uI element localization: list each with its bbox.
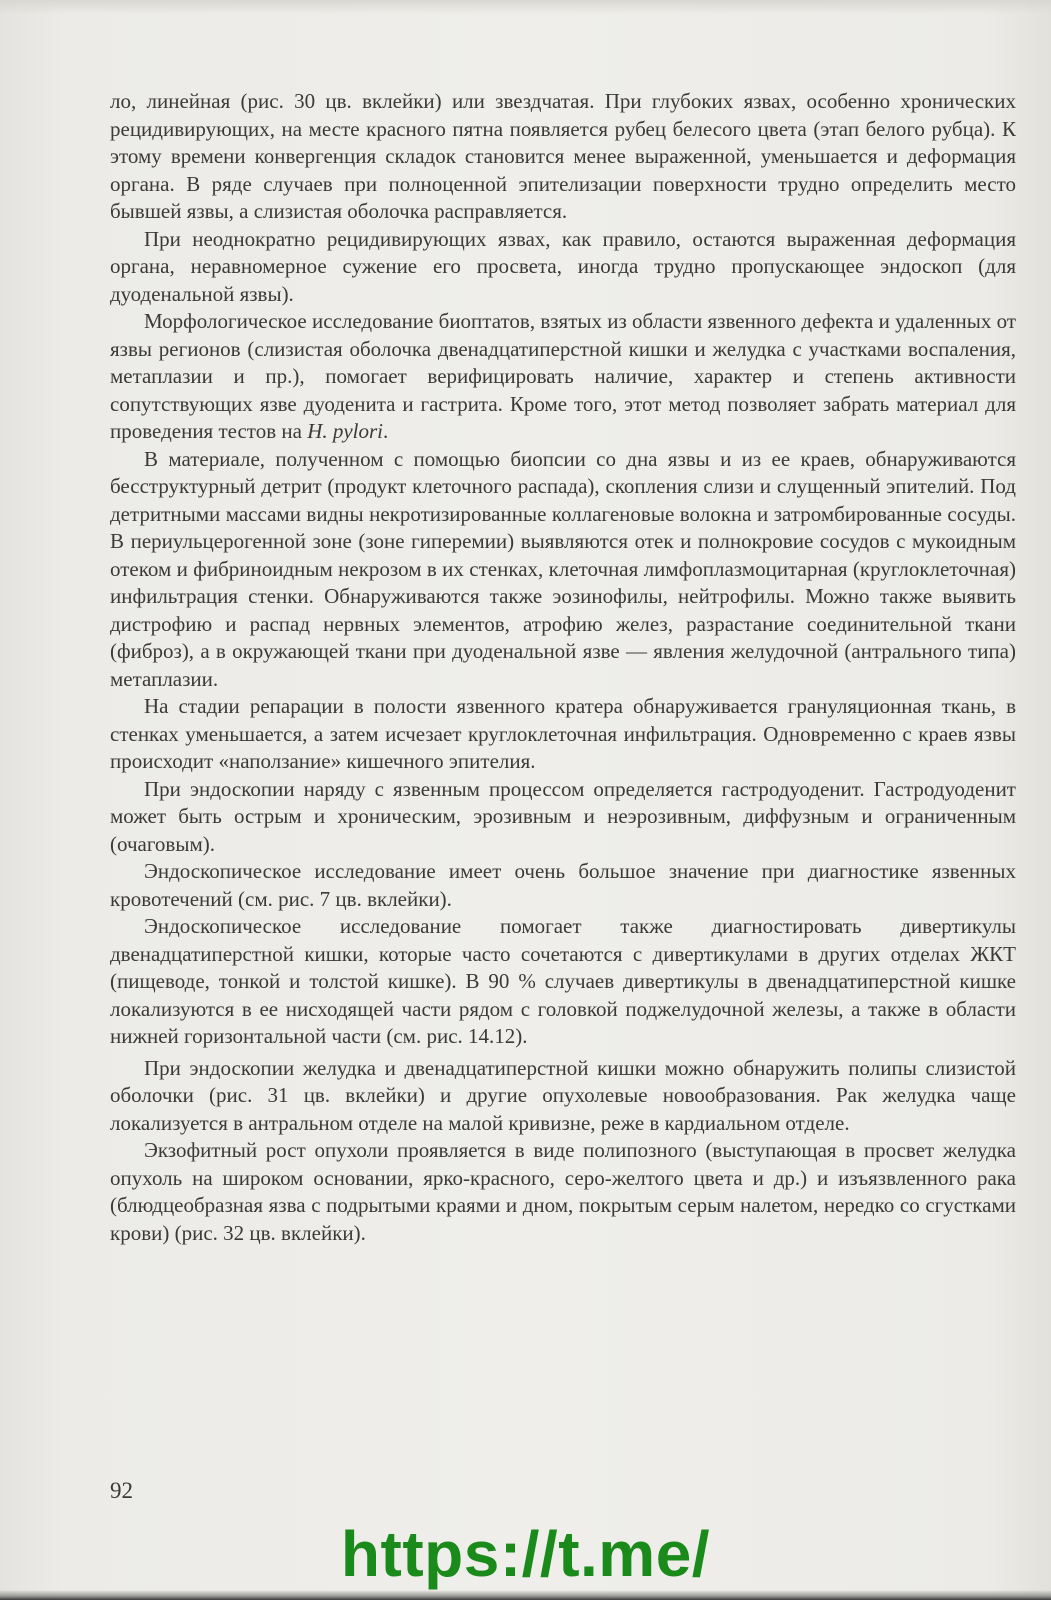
body-text	[110, 88, 1016, 1247]
paragraph-10: Экзофитный рост опухоли проявляется в виде полипозного (выступающая в просвет желудка опухоль на широком основании, ярко-красного, серо-желтого цвета и др.) и изъязвленного рака (блюдцеобразная язва с подрытыми краями и дном, покрытым серым налетом, нередко со сгустками крови) (рис. 32 цв. вклейки).	[110, 1138, 1016, 1245]
paragraph-1: ло, линейная (рис. 30 цв. вклейки) или звездчатая. При глубоких язвах, особенно хронических рецидивирующих, на месте красного пятна появляется рубец белесого цвета (этап белого рубца). К этому времени конвергенция складок становится менее выраженной, уменьшается и деформация органа. В ряде случаев при полноценной эпителизации поверхности трудно определить место бывшей язвы, а слизистая оболочка расправляется.	[110, 89, 1016, 223]
telegram-link[interactable]: https://t.me/	[340, 1518, 711, 1590]
paragraph-6: При эндоскопии наряду с язвенным процессом определяется гастродуоденит. Гастродуоденит может быть острым и хроническим, эрозивным и неэрозивным, диффузным и ограниченным (очаговым).	[110, 776, 1016, 856]
paragraph-7: Эндоскопическое исследование имеет очень большое значение при диагностике язвенных кровотечений (см. рис. 7 цв. вклейки).	[110, 859, 1016, 911]
paragraph-3-end: .	[383, 419, 389, 443]
paragraph-2: При неоднократно рецидивирующих язвах, как правило, остаются выраженная деформация органа, неравномерное сужение его просвета, иногда трудно пропускающее эндоскоп (для дуоденальной язвы).	[110, 226, 1016, 306]
paragraph-3	[110, 308, 1016, 446]
species-name: H. pylori	[307, 419, 384, 443]
page-number: 92	[110, 1478, 133, 1503]
paragraph-5: На стадии репарации в полости язвенного кратера обнаруживается грануляционная ткань, в стенках уменьшается, а затем исчезает круглоклеточная инфильтрация. Одновременно с краев язвы происходит «наползание» кишечного эпителия.	[110, 694, 1016, 773]
paragraph-3-text: Морфологическое исследование биоптатов, взятых из области язвенного дефекта и удаленных от язвы регионов (слизистая оболочка двенадцатиперстной кишки и желудка с участками воспаления, метаплазии и пр.), помогает верифицировать наличие, характер и степень активности сопутствующих язве дуоденита и гастрита. Кроме того, этот метод позволяет забрать материал для проведения тестов на	[110, 309, 1016, 443]
paragraph-9: При эндоскопии желудка и двенадцатиперстной кишки можно обнаружить полипы слизистой оболочки (рис. 31 цв. вклейки) и другие опухолевые новообразования. Рак желудка чаще локализуется в антральном отделе на малой кривизне, реже в кардиальном отделе.	[110, 1055, 1016, 1135]
paragraph-4: В материале, полученном с помощью биопсии со дна язвы и из ее краев, обнаруживаются бесструктурный детрит (продукт клеточного распада), скопления слизи и слущенный эпителий. Под детритными массами видны некротизированные коллагеновые волокна и затромбированные сосуды. В периульцерогенной зоне (зоне гиперемии) выявляются отек и полнокровие сосудов с мукоидным отеком и фибриноидным некрозом в их стенках, клеточная лимфоплазмоцитарная (круглоклеточная) инфильтрация стенки. Обнаруживаются также эозинофилы, нейтрофилы. Можно также выявить дистрофию и распад нервных элементов, атрофию желез, разрастание соединительной ткани (фиброз), а в окружающей ткани при дуоденальной язве — явления желудочной (антрального типа) метаплазии.	[110, 446, 1016, 691]
paragraph-8: Эндоскопическое исследование помогает также диагностировать дивертикулы двенадцатиперстной кишки, которые часто сочетаются с дивертикулами в других отделах ЖКТ (пищеводе, тонкой и толстой кишке). В 90 % случаев дивертикулы в двенадцатиперстной кишке локализуются в ее нисходящей части рядом с головкой поджелудочной железы, а также в области нижней горизонтальной части (см. рис. 14.12).	[110, 914, 1016, 1048]
